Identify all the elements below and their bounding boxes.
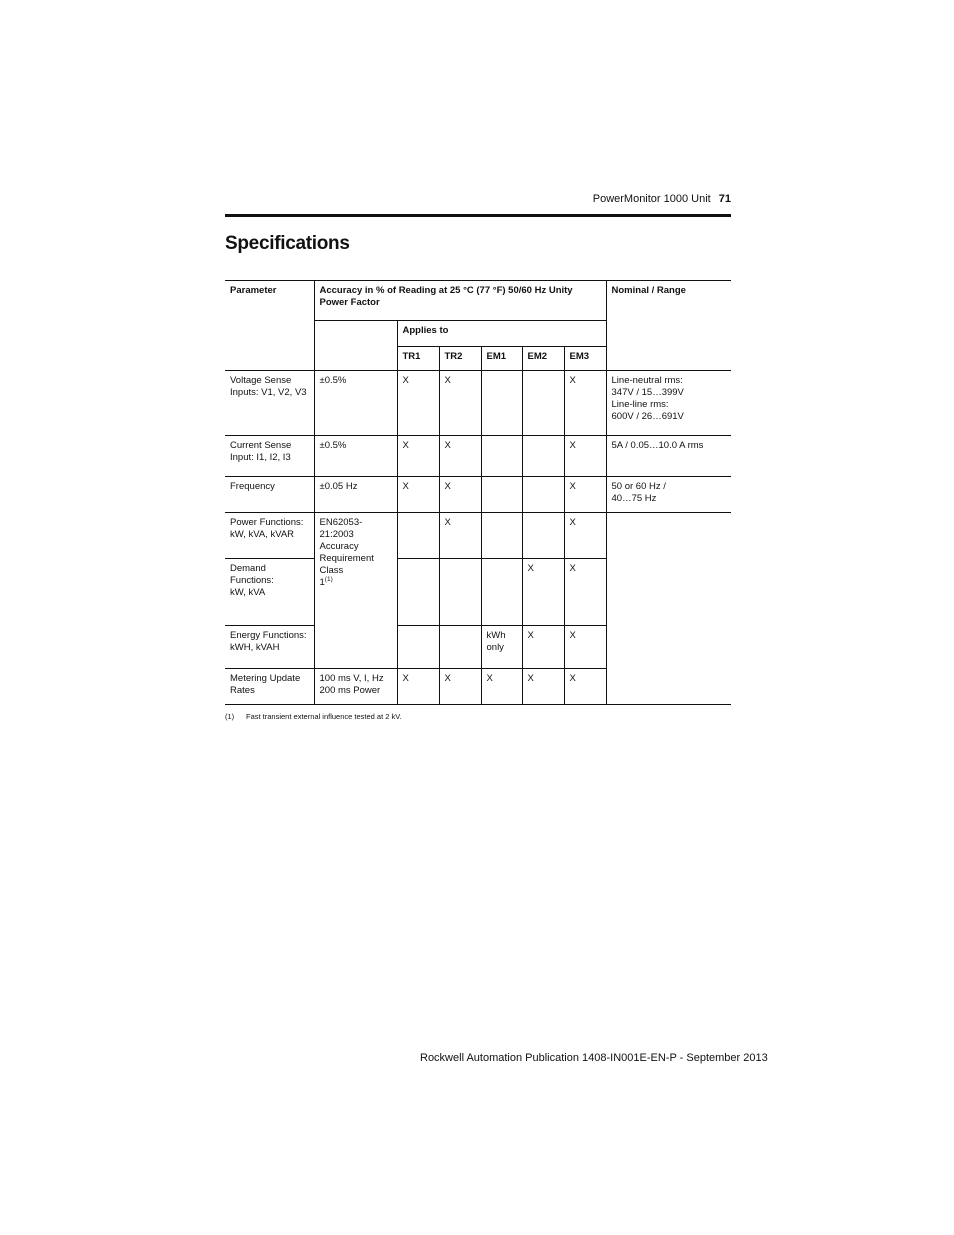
header-model-em2: EM2 — [522, 347, 564, 371]
accuracy-class-text: EN62053-21:2003 Accuracy Requirement Class 1 — [319, 517, 374, 588]
cell-parameter: Power Functions: kW, kVA, kVAR — [225, 513, 314, 559]
header-model-tr1: TR1 — [397, 347, 439, 371]
cell-mark: X — [439, 513, 481, 559]
specifications-table — [225, 280, 731, 705]
cell-accuracy: ±0.5% — [314, 371, 397, 436]
header-rule — [225, 214, 731, 217]
cell-mark: X — [439, 669, 481, 705]
cell-mark — [481, 371, 522, 436]
running-header — [520, 193, 731, 205]
cell-mark: X — [397, 371, 439, 436]
cell-parameter: Metering Update Rates — [225, 669, 314, 705]
footnote-text: Fast transient external influence tested at 2 kV. — [246, 712, 402, 721]
footnote-ref: (1) — [324, 575, 333, 583]
cell-mark: X — [397, 669, 439, 705]
page-title: Specifications — [225, 233, 350, 254]
header-accuracy-spacer — [314, 321, 397, 371]
cell-mark: X — [564, 436, 606, 477]
header-applies-to: Applies to — [397, 321, 606, 347]
cell-parameter: Current Sense Input: I1, I2, I3 — [225, 436, 314, 477]
cell-mark: X — [439, 436, 481, 477]
cell-mark — [397, 559, 439, 626]
cell-mark: X — [564, 477, 606, 513]
footnote — [225, 712, 402, 721]
cell-mark: X — [564, 626, 606, 669]
cell-nominal — [606, 513, 731, 705]
cell-mark — [522, 436, 564, 477]
cell-mark — [522, 513, 564, 559]
header-model-tr2: TR2 — [439, 347, 481, 371]
cell-parameter: Voltage Sense Inputs: V1, V2, V3 — [225, 371, 314, 436]
footnote-mark: (1) — [225, 712, 235, 721]
publication-footer: Rockwell Automation Publication 1408-IN001E-EN-P - September 2013 — [420, 1052, 768, 1064]
header-model-em3: EM3 — [564, 347, 606, 371]
table-header-row — [225, 281, 731, 321]
cell-mark: X — [564, 371, 606, 436]
cell-mark — [397, 626, 439, 669]
cell-mark: X — [564, 513, 606, 559]
table-row — [225, 513, 731, 559]
cell-parameter: Demand Functions: kW, kVA — [225, 559, 314, 626]
header-nominal-range: Nominal / Range — [606, 281, 731, 371]
cell-parameter: Frequency — [225, 477, 314, 513]
cell-mark — [481, 477, 522, 513]
cell-nominal: Line-neutral rms: 347V / 15…399V Line-line rms: 600V / 26…691V — [606, 371, 731, 436]
cell-mark: X — [522, 559, 564, 626]
cell-mark: kWh only — [481, 626, 522, 669]
cell-mark: X — [397, 477, 439, 513]
cell-nominal: 50 or 60 Hz / 40…75 Hz — [606, 477, 731, 513]
cell-accuracy: 100 ms V, I, Hz 200 ms Power — [314, 669, 397, 705]
header-parameter: Parameter — [225, 281, 314, 371]
cell-mark — [522, 371, 564, 436]
table-row — [225, 371, 731, 436]
cell-mark: X — [481, 669, 522, 705]
cell-mark: X — [522, 626, 564, 669]
header-model-em1: EM1 — [481, 347, 522, 371]
cell-mark — [481, 559, 522, 626]
cell-parameter: Energy Functions: kWH, kVAH — [225, 626, 314, 669]
cell-accuracy: ±0.5% — [314, 436, 397, 477]
cell-mark: X — [564, 559, 606, 626]
cell-mark: X — [439, 477, 481, 513]
cell-mark — [439, 559, 481, 626]
header-accuracy: Accuracy in % of Reading at 25 °C (77 °F) 50/60 Hz Unity Power Factor — [314, 281, 606, 321]
cell-mark: X — [564, 669, 606, 705]
header-section: PowerMonitor 1000 Unit — [592, 193, 711, 205]
table-row — [225, 477, 731, 513]
cell-mark: X — [522, 669, 564, 705]
cell-mark: X — [397, 436, 439, 477]
cell-accuracy-class — [314, 513, 397, 669]
cell-mark — [481, 513, 522, 559]
page-number: 71 — [718, 193, 731, 205]
cell-mark: X — [439, 371, 481, 436]
cell-mark — [397, 513, 439, 559]
cell-nominal: 5A / 0.05…10.0 A rms — [606, 436, 731, 477]
table-row — [225, 436, 731, 477]
cell-mark — [522, 477, 564, 513]
cell-mark — [481, 436, 522, 477]
cell-mark — [439, 626, 481, 669]
cell-accuracy: ±0.05 Hz — [314, 477, 397, 513]
